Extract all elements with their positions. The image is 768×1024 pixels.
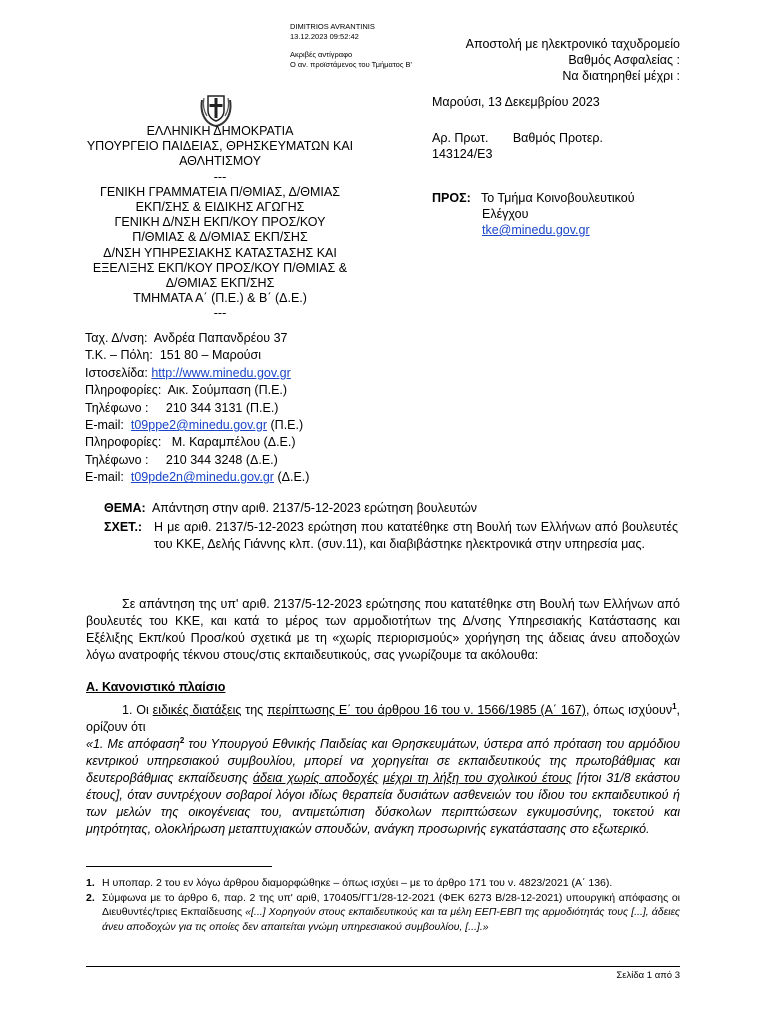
subject-text: Απάντηση στην αριθ. 2137/5-12-2023 ερώτηση βουλευτών [151, 501, 478, 515]
header-gen-dir-line-1: ΓΕΝΙΚΗ Δ/ΝΣΗ ΕΚΠ/ΚΟΥ ΠΡΟΣ/ΚΟΥ [114, 215, 326, 230]
phone-1: 210 344 3131 (Π.Ε.) [165, 400, 279, 415]
footnote-separator [86, 866, 272, 867]
footnote-number: 1. [86, 877, 95, 889]
subject-row [104, 500, 684, 517]
info-label: Πληροφορίες: [85, 435, 162, 450]
header-dir-line-1: Δ/ΝΣΗ ΥΠΗΡΕΣΙΑΚΗΣ ΚΑΤΑΣΤΑΣΗΣ ΚΑΙ [103, 245, 337, 260]
phone-row-1 [85, 400, 385, 417]
phone-row-2 [85, 452, 385, 469]
footnote-item [86, 876, 680, 891]
signer-name: DIMITRIOS AVRANTINIS [290, 22, 375, 31]
address-block [85, 330, 385, 487]
recipient-email-row [432, 222, 635, 238]
law-text-1: 1. Οι [122, 703, 149, 718]
intro-paragraph [86, 596, 680, 664]
delivery-info [440, 36, 680, 84]
quote-underlined-2: μέχρι τη λήξη του σχολικού έτους [383, 771, 572, 786]
footnote-ref-2[interactable]: 2 [179, 736, 185, 745]
priority-label: Βαθμός Προτερ. [512, 131, 604, 145]
street-value: Ανδρέα Παπανδρέου 37 [153, 331, 288, 345]
phone-2: 210 344 3248 (Δ.Ε.) [165, 452, 278, 467]
email-row-2 [85, 469, 385, 486]
postal-label: Τ.Κ. – Πόλη: [85, 348, 153, 363]
subject-block [104, 500, 684, 551]
street-label: Ταχ. Δ/νση: [85, 331, 148, 345]
subject-label: ΘΕΜΑ: [104, 501, 146, 515]
header-departments: ΤΜΗΜΑΤΑ Α΄ (Π.Ε.) & Β΄ (Δ.Ε.) [133, 291, 307, 306]
header-republic: ΕΛΛΗΝΙΚΗ ΔΗΜΟΚΡΑΤΙΑ [146, 124, 294, 138]
section-title: Α. Κανονιστικό πλαίσιο [86, 680, 226, 694]
quote-text-b: του Υπουργού Εθνικής Παιδείας και Θρησκευμάτων, ύστερα από πρόταση του αρμόδιου κεντρικού υπηρεσιακού συμβουλίου, μπορεί να χορηγείται σε εκπαιδευτικούς της πρωτοβάθμιας και δευτεροβάθμιας εκπαίδευσης [86, 737, 680, 786]
header-ministry-line-1: ΥΠΟΥΡΓΕΙΟ ΠΑΙΔΕΙΑΣ, ΘΡΗΣΚΕΥΜΑΤΩΝ ΚΑΙ [86, 139, 354, 154]
header-ministry-line-2: ΑΘΛΗΤΙΣΜΟΥ [179, 154, 261, 169]
phone-label: Τηλέφωνο : [85, 400, 149, 415]
digital-signature-stamp [290, 22, 440, 70]
law-text-4: , ορίζουν ότι [86, 703, 681, 735]
header-gen-sec-line-1: ΓΕΝΙΚΗ ΓΡΑΜΜΑΤΕΙΑ Π/ΘΜΙΑΣ, Δ/ΘΜΙΑΣ [100, 184, 340, 199]
law-underlined-2: περίπτωσης Ε΄ του άρθρου 16 του ν. 1566/1985 (Α΄ 167) [267, 703, 586, 718]
footnote-text: Σύμφωνα με το άρθρο 6, παρ. 2 της υπ' αριθ, 170405/ΓΓ1/28-12-2021 (ΦΕΚ 6273 Β/28-12-2021) υπουργική απόφασης οι Διευθυντές/τριες Εκπαίδευσης [102, 891, 680, 918]
quote-text-a: «1. Με απόφαση [86, 737, 180, 752]
address-street-row [85, 330, 385, 347]
recipient-line-1: Το Τμήμα Κοινοβουλευτικού [480, 191, 635, 205]
info-contact-1: Αικ. Σούμπαση (Π.Ε.) [167, 383, 288, 398]
security-level: Βαθμός Ασφαλείας : [568, 53, 680, 67]
signature-line-1: Ακριβές αντίγραφο [290, 50, 353, 59]
law-text-2: της [245, 703, 264, 718]
quoted-provision [86, 732, 680, 838]
signature-datetime: 13.12.2023 09:52:42 [290, 32, 359, 41]
recipient-email-link[interactable]: tke@minedu.gov.gr [482, 223, 590, 237]
reference-text: Η με αριθ. 2137/5-12-2023 ερώτηση που κατατέθηκε στη Βουλή των Ελλήνων από βουλευτές του ΚΚΕ, Δελής Γιάννης κλπ. (συν.11), και διαβιβάστηκε ηλεκτρονικά στην υπηρεσία μας. [154, 520, 678, 551]
email-suffix-2: (Δ.Ε.) [277, 470, 310, 485]
protocol-label: Αρ. Πρωτ. [432, 131, 489, 145]
footnote-italic-text: «[...] Χορηγούν στους εκπαιδευτικούς και τα μέλη ΕΕΠ-ΕΒΠ της αρμοδιότητάς τους [...], άδειες άνευ αποδοχών για τις οποίες δεν απαιτείται γνώμη υπηρεσιακού συμβουλίου, [...].» [102, 906, 680, 933]
info-row-2 [85, 434, 385, 451]
protocol-labels [432, 130, 603, 146]
quote-underlined-1: άδεια χωρίς αποδοχές [252, 771, 379, 786]
address-web-row [85, 365, 385, 382]
header-gen-dir-line-2: Π/ΘΜΙΑΣ & Δ/ΘΜΙΑΣ ΕΚΠ/ΣΗΣ [132, 230, 308, 245]
header-separator: --- [213, 306, 227, 321]
recipient-label: ΠΡΟΣ: [432, 191, 471, 205]
greek-coat-of-arms-icon [196, 88, 236, 128]
law-text-3: , όπως ισχύουν [585, 703, 673, 718]
protocol-number: 143124/Ε3 [432, 147, 493, 161]
recipient-row [432, 190, 635, 206]
page-number: Σελίδα 1 από 3 [616, 970, 680, 981]
postal-value: 151 80 – Μαρούσι [159, 348, 261, 363]
footnote-number: 2. [86, 891, 95, 904]
footnote-text: Η υποπαρ. 2 του εν λόγω άρθρου διαμορφώθηκε – όπως ισχύει – με το άρθρο 171 του ν. 4823/2021 (Α΄ 136). [102, 877, 613, 889]
footnote-ref-1[interactable]: 1 [672, 702, 677, 711]
info-contact-2: Μ. Καραμπέλου (Δ.Ε.) [171, 435, 296, 450]
address-postal-row [85, 347, 385, 364]
email-row-1 [85, 417, 385, 434]
quote-text-d: [ήτοι 31/8 εκάστου έτους], όταν συντρέχουν σοβαροί λόγοι ιδίως θεραπεία δυσιάτων ασθενειών του ίδιου του εκπαιδευτικού ή των μελών της οικογένειας του, αντιμετώπιση δύσκολων περιπτώσεων εγκυμοσύνης, τοκετού και μητρότητας, ολοκλήρωση μεταπτυχιακών σπουδών, ανάγκη προσωρινής εγκατάστασης στο εξωτερικό. [86, 771, 680, 837]
protocol-block [432, 130, 603, 162]
intro-text: Σε απάντηση της υπ' αριθ. 2137/5-12-2023 ερώτησης που κατατέθηκε στη Βουλή των Ελλήνων από βουλευτές του ΚΚΕ, και κατά το μέρος των αρμοδιοτήτων της Δ/νσης Υπηρεσιακής Κατάστασης και Εξέλιξης Εκπ/κού Προσ/κού σχετικά με τη «χωρίς περιορισμούς» χορήγηση της άδειας άνευ αποδοχών λόγω ανατροφής τέκνου στους/στις εκπαιδευτικούς, σας γνωρίζουμε τα ακόλουθα: [86, 597, 680, 662]
email-label: E-mail: [85, 470, 124, 485]
law-paragraph [86, 698, 680, 736]
ministry-header [80, 124, 360, 322]
reference-label: ΣΧΕΤ.: [104, 520, 143, 534]
signature-line-2: Ο αν. προϊστάμενος του Τμήματος Β' [290, 60, 412, 69]
website-link[interactable]: http://www.minedu.gov.gr [151, 365, 291, 380]
header-separator: --- [213, 169, 227, 184]
place-date: Μαρούσι, 13 Δεκεμβρίου 2023 [432, 95, 600, 109]
web-label: Ιστοσελίδα: [85, 365, 148, 380]
recipient-block [432, 190, 635, 238]
info-row-1 [85, 382, 385, 399]
header-dir-line-2: ΕΞΕΛΙΞΗΣ ΕΚΠ/ΚΟΥ ΠΡΟΣ/ΚΟΥ Π/ΘΜΙΑΣ & [92, 260, 348, 275]
keep-until: Να διατηρηθεί μέχρι : [562, 69, 680, 83]
header-gen-sec-line-2: ΕΚΠ/ΣΗΣ & ΕΙΔΙΚΗΣ ΑΓΩΓΗΣ [135, 200, 305, 215]
email-link-2[interactable]: t09pde2n@minedu.gov.gr [130, 470, 274, 485]
law-underlined-1: ειδικές διατάξεις [152, 703, 242, 718]
email-link-1[interactable]: t09ppe2@minedu.gov.gr [130, 418, 268, 433]
recipient-line-2: Ελέγχου [482, 207, 529, 221]
header-dir-line-3: Δ/ΘΜΙΑΣ ΕΚΠ/ΣΗΣ [165, 276, 275, 291]
footnote-item [86, 891, 680, 935]
email-label: E-mail: [85, 418, 124, 433]
footnotes [86, 876, 680, 934]
footer-separator [86, 966, 680, 967]
delivery-method: Αποστολή με ηλεκτρονικό ταχυδρομείο [465, 37, 680, 51]
info-label: Πληροφορίες: [85, 383, 162, 398]
email-suffix-1: (Π.Ε.) [270, 418, 304, 433]
phone-label: Τηλέφωνο : [85, 452, 149, 467]
